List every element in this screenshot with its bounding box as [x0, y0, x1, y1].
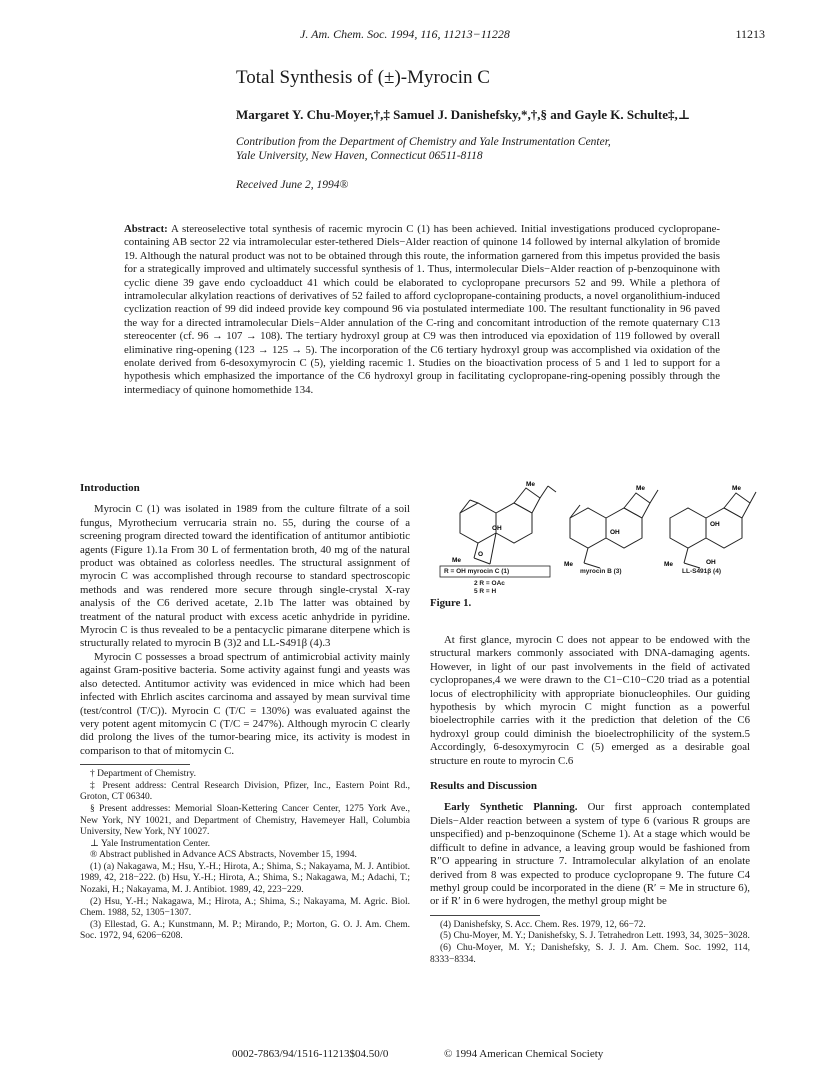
figure-caption: Figure 1.: [430, 597, 472, 609]
abstract-text: A stereoselective total synthesis of racemic myrocin C (1) has been achieved. Initial investigations produced cyclopropane-containing AB sector 22 via intramolecular ester-tethered Diels−Alder reaction of quinone 14 followed by internal alkylation of bromide 19. Although the natural product was not to be obtained through this route, the information garnered from this impetus provided the basis for a strategically improved and ultimately successful synthesis of 1. Thus, intermolecular Diels−Alder reaction of p-benzoquinone with cyclic diene 39 gave endo cycloadduct 41 which could be elaborated to cyclopropane precursors 52 and 99. While a plethora of intramolecular alkylation reactions of derivatives of 52 failed to afford cyclopropane-containing products, a novel organolithium-induced cyclization reaction of 99 did indeed provide key compound 96 via postulated intermediate 100. The resultant functionality in 96 paved the way for a directed intramolecular Diels−Alder annulation of the C-ring and concomitant introduction of the remote quaternary C13 stereocenter (cf. 96 → 107 → 108). The tertiary hydroxyl group at C9 was then introduced via epoxidation of 119 followed by overall eliminative ring-opening (123 → 125 → 5). The incorporation of the C6 tertiary hydroxyl group was accomplished via oxidation of the enolate derived from 6-desoxymyrocin C (5), yielding racemic 1. Studies on the bioactivation process of 5 and 1 led to support for a hypothesis which emphasized the importance of the C6 hydroxyl group in facilitating cyclopropane-ring-opening possibly through the intermediacy of quinone homomethide 134.: [124, 223, 721, 396]
footnotes-right: [430, 920, 750, 966]
footnote: (5) Chu-Moyer, M. Y.; Danishefsky, S. J. Tetrahedron Lett. 1993, 34, 3025−3028.: [440, 931, 750, 942]
svg-text:OH: OH: [706, 559, 716, 566]
right-column: [430, 634, 750, 966]
svg-text:OH: OH: [710, 521, 720, 528]
results-text: Our first approach contemplated Diels−Alder reaction between a system of type 6 (various R groups are unspecified) and p-benzoquinone (Scheme 1). At a stage which would be difficult to define in advance, a leaving group would be fashioned from R″O appearing in structure 7. Intramolecular alkylation of an enolate derived from 8 was expected to produce cyclopropane 9. The future C4 methyl group could be incorporated in the diene (R′ = Me in structure 6), or if R′ in 6 were hydrogen, the methyl group might be: [430, 801, 750, 908]
copyright-notice: © 1994 American Chemical Society: [444, 1048, 604, 1060]
figure-1: [430, 478, 760, 612]
label-compound-5: 5 R = H: [474, 588, 497, 595]
left-column: [80, 482, 410, 943]
article-title: Total Synthesis of (±)-Myrocin C: [236, 67, 490, 88]
svg-text:OH: OH: [492, 525, 502, 532]
results-subheading: Early Synthetic Planning.: [444, 801, 578, 814]
svg-text:Me: Me: [526, 481, 536, 488]
structure-drawings: [430, 478, 760, 593]
svg-text:Me: Me: [564, 561, 574, 568]
svg-text:Me: Me: [732, 485, 742, 492]
intro-paragraph: Myrocin C (1) was isolated in 1989 from the culture filtrate of a soil fungus, Myrothecium verrucaria strain no. 55, during the course of a screening program directed toward the identification of antitumor antibiotic agents (Figure 1).1a From 30 L of fermentation broth, 40 mg of the natural product was obtained as colorless needles. The structural assignment of myrocin C was accomplished through recourse to standard spectroscopic methods and was rendered more secure through single-crystal X-ray analysis of the C6 derived acetate, 2.1b The latter was obtained by treatment of the natural product with excess acetic anhydride in pyridine. Myrocin C is thus revealed to be a pentacyclic pimarane diterpene which is structurally related to myrocin B (3)2 and LL-S491β (4).3: [80, 503, 410, 650]
running-header: [0, 0, 821, 40]
footnote-divider: [80, 764, 190, 765]
results-heading: Results and Discussion: [430, 780, 537, 793]
svg-text:Me: Me: [636, 485, 646, 492]
issn-code: 0002-7863/94/1516-11213$04.50/0: [232, 1048, 389, 1060]
label-myrocin-b: myrocin B (3): [580, 568, 622, 575]
results-paragraph: [430, 801, 750, 908]
abstract-label: Abstract:: [124, 223, 168, 235]
footnote: ® Abstract published in Advance ACS Abstracts, November 15, 1994.: [90, 850, 357, 861]
footnote: (3) Ellestad, G. A.; Kunstmann, M. P.; Mirando, P.; Morton, G. O. J. Am. Chem. Soc. 1972, 94, 6206−6208.: [80, 919, 410, 942]
footnote: (6) Chu-Moyer, M. Y.; Danishefsky, S. J. J. Am. Chem. Soc. 1992, 114, 8333−8334.: [430, 942, 750, 965]
label-myrocin-c: R = OH myrocin C (1): [444, 568, 510, 575]
received-date: Received June 2, 1994®: [236, 179, 349, 191]
footnote: † Department of Chemistry.: [90, 769, 196, 780]
affiliation: [236, 135, 611, 163]
footnote-divider: [430, 915, 540, 916]
body-paragraph: At first glance, myrocin C does not appear to be endowed with the structural markers commonly associated with DNA-damaging agents. However, in light of our past involvements in the field of activated cyclopropanes,4 we were drawn to the C1−C10−C20 triad as a potential locus of electrophilicity with appropriate bionucleophiles. Our guiding hypothesis by which myrocin C might function as a powerful bioelectrophile carries with it the prediction that deletion of the C6 hydroxyl group could diminish the bioelectrophilicity of the system.5 Accordingly, 6-desoxymyrocin C (5) emerged as a desirable goal structure en route to myrocin C.6: [430, 634, 750, 767]
journal-reference: J. Am. Chem. Soc. 1994, 116, 11213−11228: [300, 27, 510, 41]
footnote: ⊥ Yale Instrumentation Center.: [90, 838, 211, 849]
label-ll-s491b: LL-S491β (4): [682, 568, 722, 575]
footnotes-left: [80, 769, 410, 943]
intro-paragraph: Myrocin C possesses a broad spectrum of antimicrobial activity mainly against Gram-positive bacteria. Some activity against fungi and yeasts was also detected. Antitumor activity was evidenced in mice which had been infected with Ehrlich ascites carcinoma and assayed by mean survival time (test/control (T/C)). Myrocin C (T/C = 130%) was evaluated against the very potent agent mitomycin C (T/C = 247%). Although myrocin C clearly did prolong the lives of the tumor-bearing mice, its activity is modest in comparison to that of mitomycin C.: [80, 650, 410, 757]
introduction-heading: Introduction: [80, 482, 140, 494]
svg-text:OH: OH: [610, 529, 620, 536]
affiliation-line: Yale University, New Haven, Connecticut 06511-8118: [236, 150, 483, 162]
svg-text:Me: Me: [664, 561, 674, 568]
structure-myrocin-c: [460, 486, 556, 564]
abstract: [124, 223, 720, 397]
footnote: (1) (a) Nakagawa, M.; Hsu, Y.-H.; Hirota, A.; Shima, S.; Nakayama, M. J. Antibiot. 1989, 42, 218−222. (b) Hsu, Y.-H.; Hirota, A.; Shima, S.; Nakagawa, M.; Adachi, T.; Nozaki, H.; Nakayama, M. J. Antibiot. 1989, 42, 223−229.: [80, 861, 410, 896]
footnote: ‡ Present address: Central Research Division, Pfizer, Inc., Eastern Point Rd., Groton, CT 06340.: [80, 780, 410, 803]
page-number: 11213: [735, 27, 765, 41]
label-compound-2: 2 R = OAc: [474, 580, 505, 587]
footnote: § Present addresses: Memorial Sloan-Kettering Cancer Center, 1275 York Ave., New York, NY 10021, and Department of Chemistry, Havemeyer Hall, Columbia University, New York, NY 10027.: [80, 803, 410, 838]
footnote: (2) Hsu, Y.-H.; Nakagawa, M.; Hirota, A.; Shima, S.; Nakayama, M. Agric. Biol. Chem. 1988, 52, 1305−1307.: [80, 896, 410, 919]
author-list: Margaret Y. Chu-Moyer,†,‡ Samuel J. Danishefsky,*,†,§ and Gayle K. Schulte‡,⊥: [236, 107, 691, 122]
affiliation-line: Contribution from the Department of Chemistry and Yale Instrumentation Center,: [236, 136, 611, 148]
svg-text:Me: Me: [452, 557, 462, 564]
structure-ll-s491b: [670, 492, 756, 568]
svg-text:O: O: [478, 551, 484, 558]
footnote: (4) Danishefsky, S. Acc. Chem. Res. 1979, 12, 66−72.: [440, 919, 646, 930]
